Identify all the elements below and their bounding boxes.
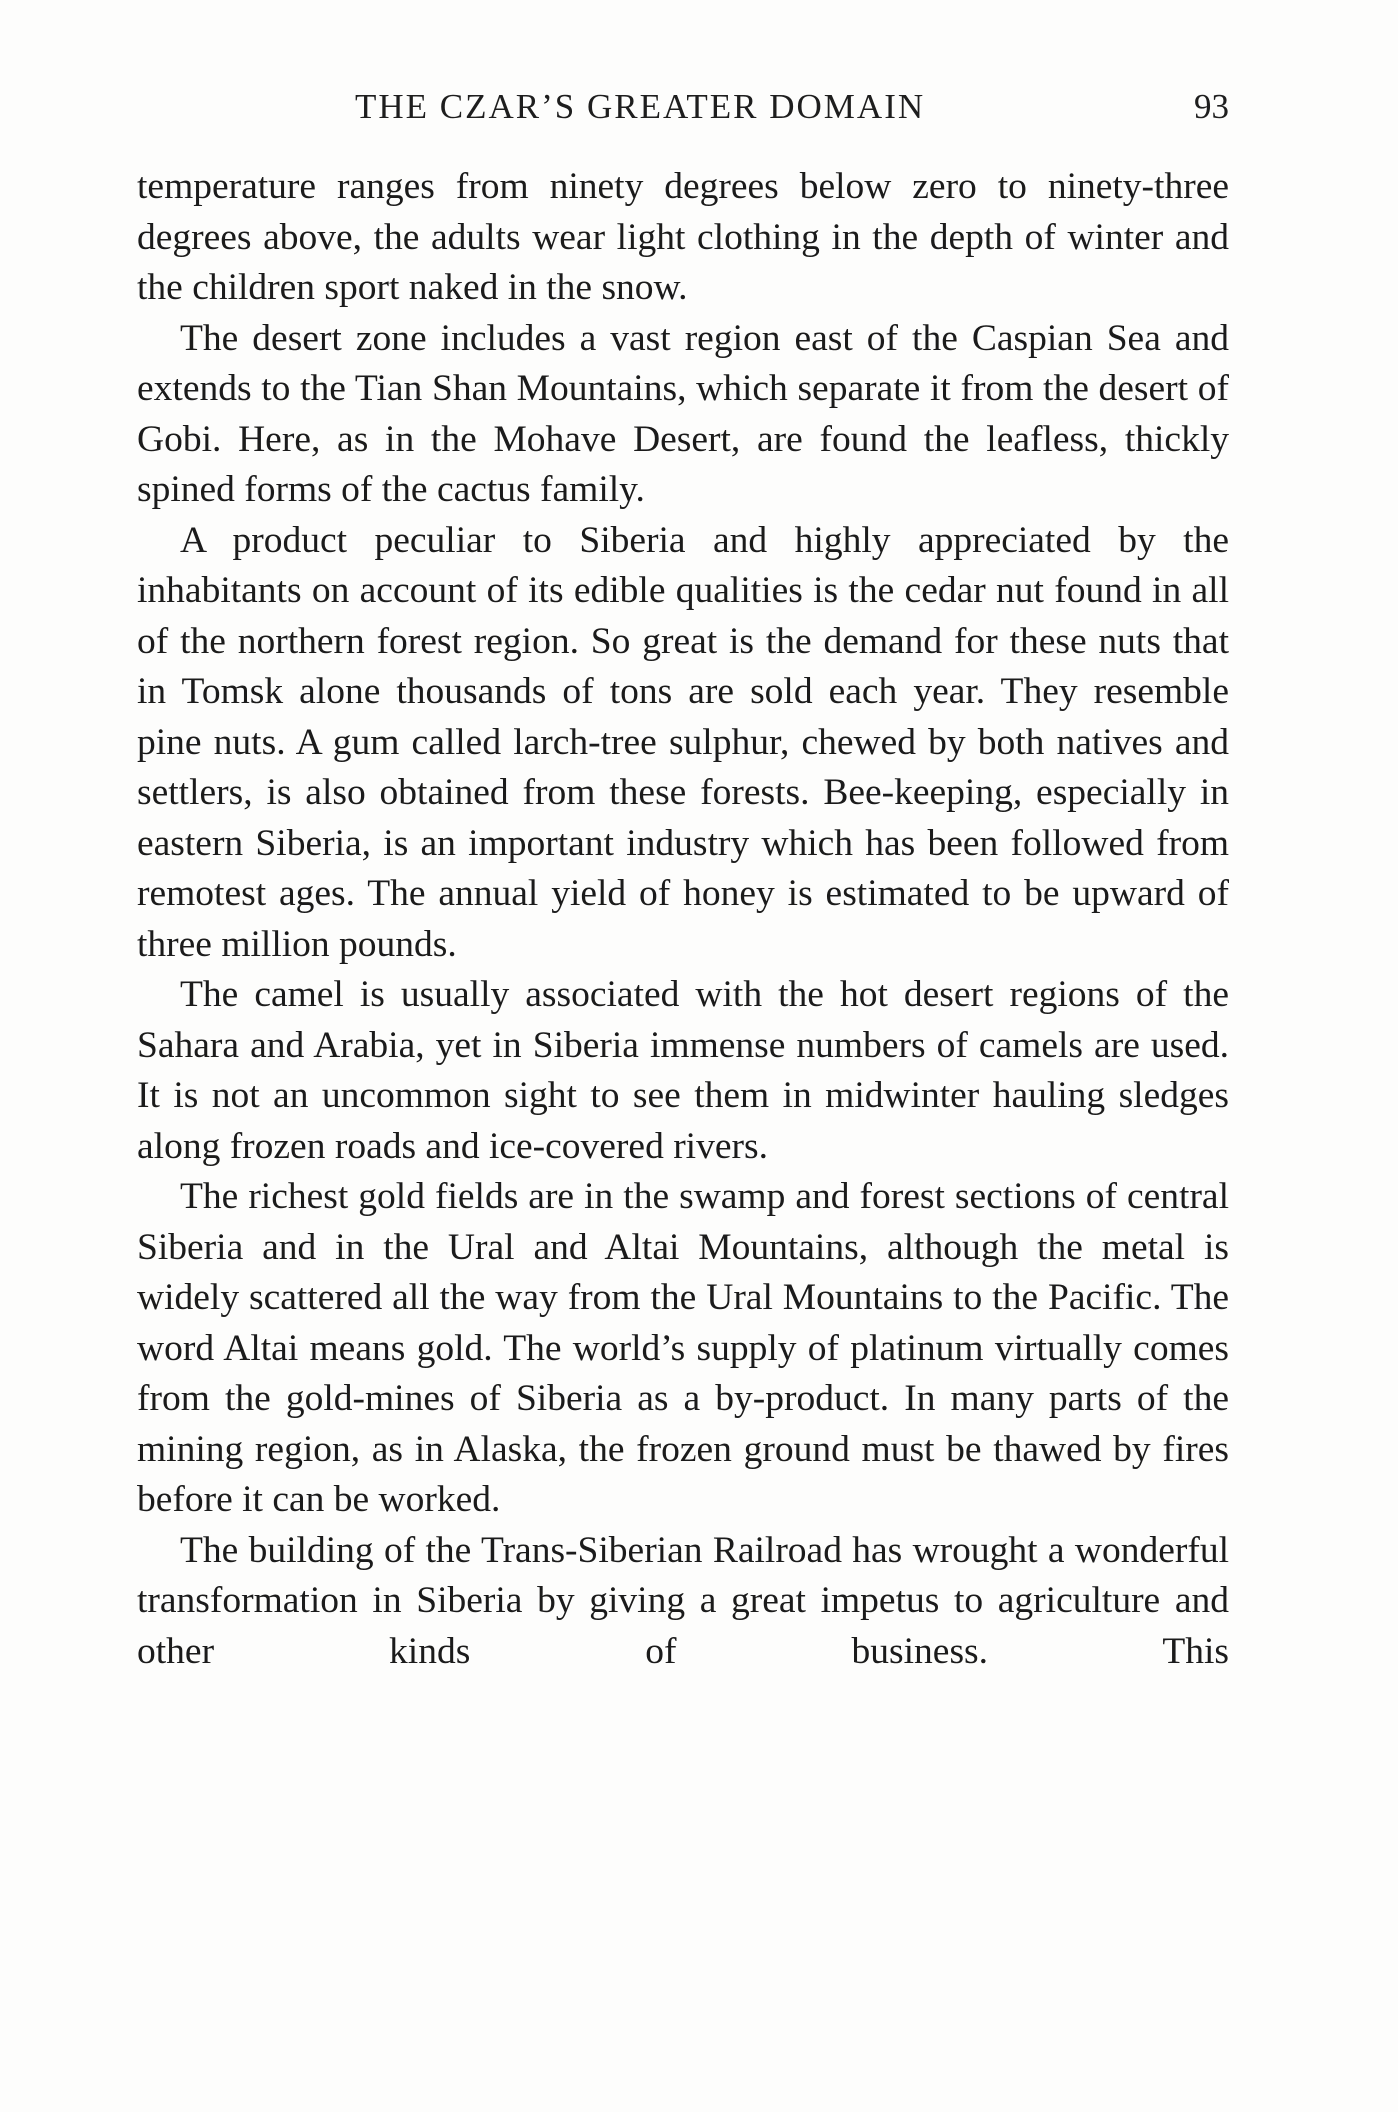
page-header	[137, 82, 1229, 132]
paragraph-continued: temperature ranges from ninety degrees below zero to ninety-three degrees above, the adults wear light clothing in the depth of winter and the children sport naked in the snow.	[137, 166, 1229, 308]
paragraph-cedar-nut: A product peculiar to Siberia and highly appreciated by the inhabitants on account of its edible qualities is the cedar nut found in all of the northern forest region. So great is the demand for these nuts that in Tomsk alone thousands of tons are sold each year. They resemble pine nuts. A gum called larch-tree sulphur, chewed by both natives and settlers, is also obtained from these forests. Bee-keeping, especially in eastern Siberia, is an important industry which has been followed from remotest ages. The annual yield of honey is estimated to be upward of three million pounds.	[137, 519, 1229, 965]
paragraph-railroad: The building of the Trans-Siberian Railroad has wrought a wonderful transformation in Siberia by giving a great impetus to agriculture and other kinds of business. This	[137, 1529, 1229, 1672]
paragraph-camel: The camel is usually associated with the hot desert regions of the Sahara and Arabia, yet in Siberia immense numbers of camels are used. It is not an uncommon sight to see them in midwinter hauling sledges along frozen roads and ice-covered rivers.	[137, 974, 1229, 1167]
body-text	[137, 162, 1229, 1677]
paragraph-gold-fields: The richest gold fields are in the swamp and forest sections of central Siberia and in the Ural and Altai Mountains, although the metal is widely scattered all the way from the Ural Mountains to the Pacific. The word Altai means gold. The world’s supply of platinum virtually comes from the gold-mines of Siberia as a by-product. In many parts of the mining region, as in Alaska, the frozen ground must be thawed by fires before it can be worked.	[137, 1176, 1229, 1520]
paragraph-desert-zone: The desert zone includes a vast region east of the Caspian Sea and extends to the Tian Shan Mountains, which separate it from the desert of Gobi. Here, as in the Mohave Desert, are found the leafless, thickly spined forms of the cactus family.	[137, 317, 1229, 510]
running-title: THE CZAR’S GREATER DOMAIN	[355, 87, 926, 126]
page-number: 93	[1194, 87, 1229, 126]
